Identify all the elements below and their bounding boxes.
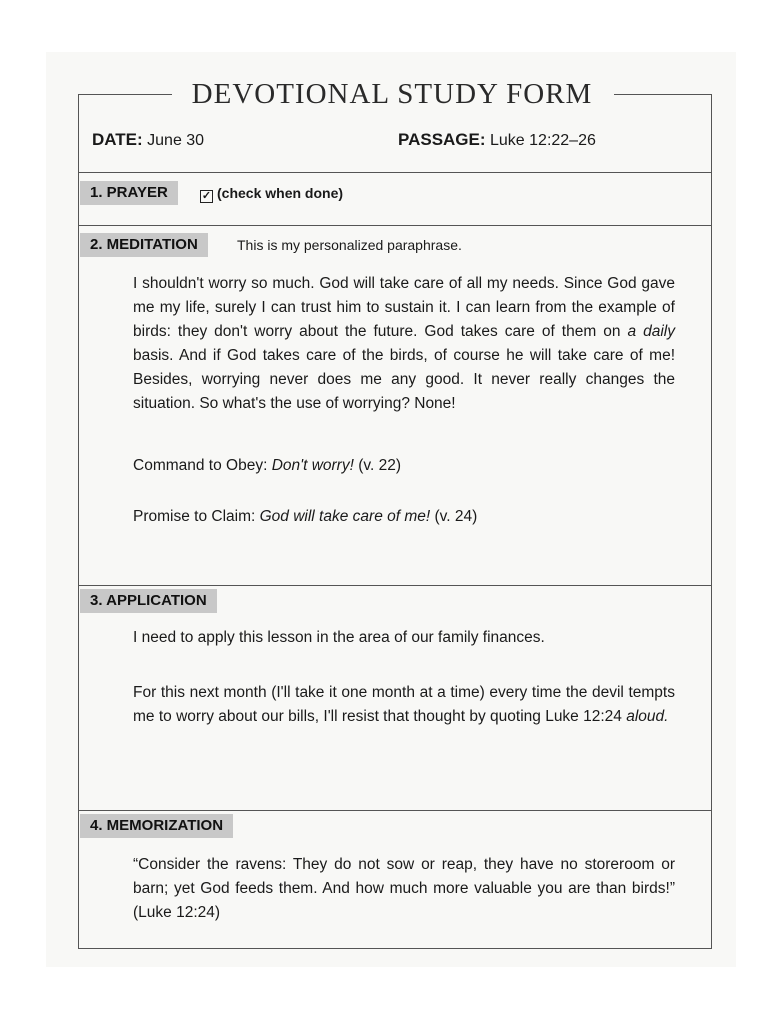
meditation-paraphrase xyxy=(133,272,675,416)
command-ref: (v. 22) xyxy=(353,457,401,474)
frame-top-left-rule xyxy=(78,94,172,95)
promise-to-claim xyxy=(133,505,477,529)
promise-text: God will take care of me! xyxy=(259,508,431,525)
paraphrase-part-1: I shouldn't worry so much. God will take care of all my needs. Since God gave me my life, surely I can trust him to sustain it. I can learn from the example of birds: they don't worry about the future. God takes care of them on xyxy=(133,275,675,340)
command-text: Don't worry! xyxy=(271,457,354,474)
date-value: June 30 xyxy=(147,132,205,149)
prayer-check-note xyxy=(200,181,343,205)
meditation-note: This is my personalized paraphrase. xyxy=(237,237,462,253)
command-label: Command to Obey: xyxy=(133,457,272,474)
form-title: DEVOTIONAL STUDY FORM xyxy=(191,78,593,110)
divider-application xyxy=(78,585,712,586)
section-label-memorization: 4. MEMORIZATION xyxy=(80,814,233,838)
section-label-application: 3. APPLICATION xyxy=(80,589,217,613)
date-field xyxy=(92,130,204,150)
check-mark-icon: ✓ xyxy=(201,190,212,202)
section-label-prayer: 1. PRAYER xyxy=(80,181,178,205)
passage-field xyxy=(398,130,596,150)
application-plan-italic: aloud. xyxy=(626,708,669,725)
prayer-note-text: (check when done) xyxy=(217,185,344,201)
date-label: DATE: xyxy=(92,130,143,149)
section-label-meditation: 2. MEDITATION xyxy=(80,233,208,257)
passage-label: PASSAGE: xyxy=(398,130,486,149)
application-plan xyxy=(133,681,675,729)
memory-verse: “Consider the ravens: They do not sow or reap, they have no storeroom or barn; yet God feeds them. And how much more valuable you are than birds!” (Luke 12:24) xyxy=(133,856,675,921)
divider-meditation xyxy=(78,225,712,226)
frame-top-right-rule xyxy=(614,94,711,95)
promise-ref: (v. 24) xyxy=(430,508,478,525)
application-plan-text: For this next month (I'll take it one month at a time) every time the devil tempts me to worry about our bills, I'll resist that thought by quoting Luke 12:24 xyxy=(133,684,675,725)
prayer-checkbox-icon[interactable] xyxy=(200,190,213,203)
paraphrase-italic: a daily xyxy=(627,323,675,340)
passage-value: Luke 12:22–26 xyxy=(490,132,596,149)
command-to-obey xyxy=(133,454,401,478)
paraphrase-part-2: basis. And if God takes care of the birds, of course he will take care of me! Besides, worrying never does me any good. It never really changes the situation. So what's the use of worrying? None! xyxy=(133,347,675,412)
divider-memorization xyxy=(78,810,712,811)
divider-prayer xyxy=(78,172,712,173)
application-area: I need to apply this lesson in the area of our family finances. xyxy=(133,629,545,646)
promise-label: Promise to Claim: xyxy=(133,508,260,525)
